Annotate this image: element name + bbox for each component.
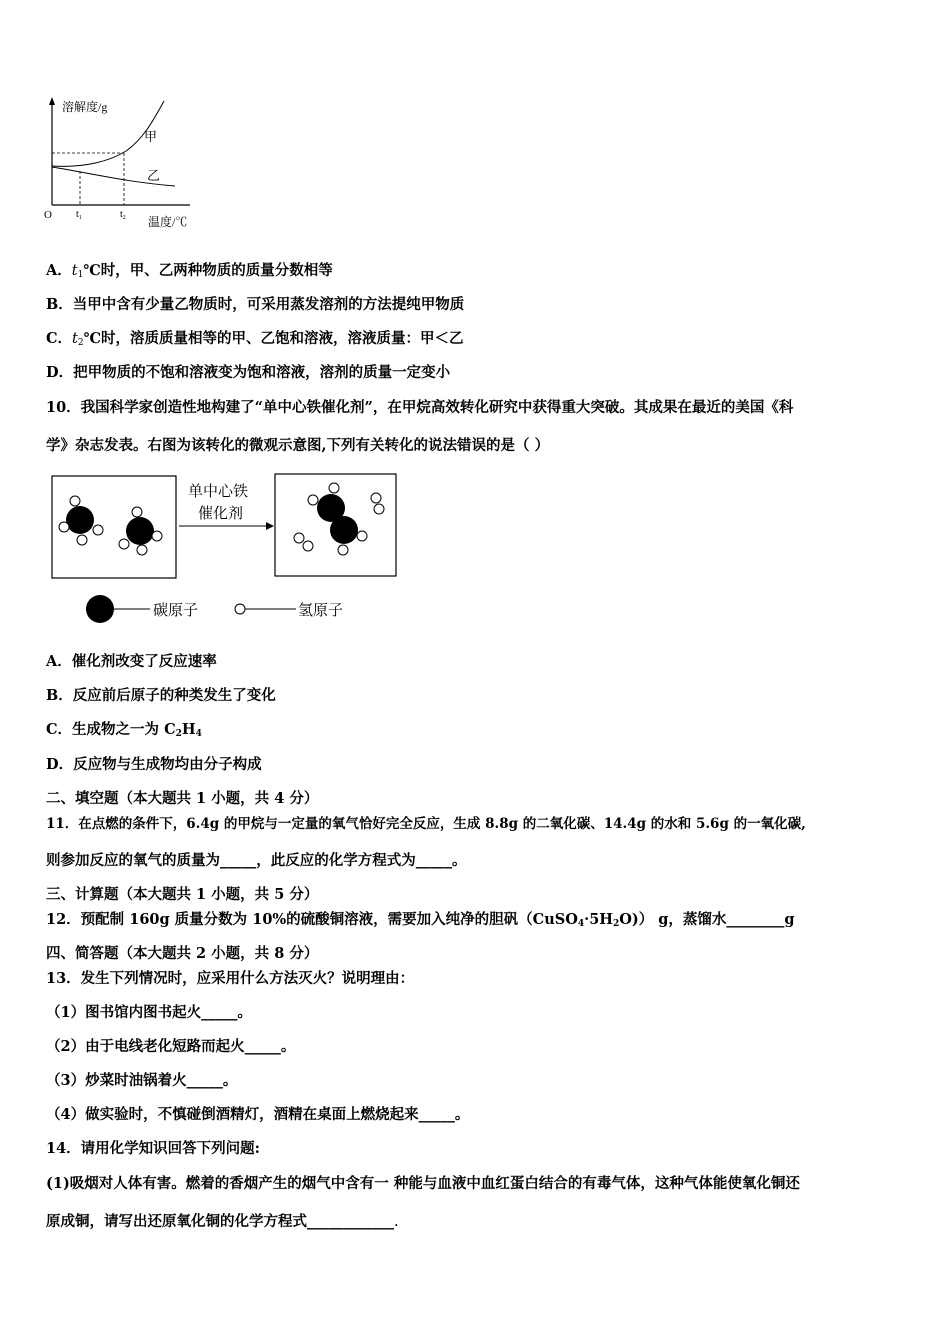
- hydrogen-atom: [374, 504, 384, 514]
- q9-c-sub: 2: [77, 338, 84, 348]
- hydrogen-atom: [77, 535, 87, 545]
- solubility-graph-svg: [40, 95, 210, 230]
- q9-option-a: [46, 261, 333, 281]
- q9-c-t: t: [72, 331, 78, 347]
- solubility-graph: [40, 95, 210, 230]
- q13-sub1: （1）图书馆内图书起火_____。: [46, 1004, 252, 1021]
- q9-option-b: B．当甲中含有少量乙物质时，可采用蒸发溶剂的方法提纯甲物质: [46, 296, 465, 313]
- q10-option-c: [46, 720, 202, 740]
- carbon-atom: [66, 506, 94, 534]
- q9-a-t: t: [71, 263, 78, 279]
- q10-c-prefix: C．生成物之一为: [46, 721, 165, 738]
- hydrogen-molecule-2: [294, 533, 313, 551]
- q13-stem: 13．发生下列情况时，应采用什么方法灭火？说明理由：: [46, 970, 415, 987]
- q14-stem: 14．请用化学知识回答下列问题:: [46, 1140, 261, 1157]
- hydrogen-atom: [137, 545, 147, 555]
- q14-p1-end: .: [394, 1214, 399, 1230]
- q10-stem-line1: 10．我国科学家创造性地构建了“单中心铁催化剂”，在甲烷高效转化研究中获得重大突破。其成果在最近的美国《科: [46, 399, 794, 416]
- hydrogen-atom: [93, 525, 103, 535]
- hydrogen-atom: [132, 507, 142, 517]
- hydrogen-atom: [303, 541, 313, 551]
- hydrogen-atom: [329, 483, 339, 493]
- reaction-arrow-head: [266, 522, 274, 530]
- hydrogen-atom: [357, 531, 367, 541]
- q10-stem-line2: 学》杂志发表。右图为该转化的微观示意图,下列有关转化的说法错误的是（ ）: [46, 437, 550, 454]
- q12-s1: 4: [577, 919, 585, 929]
- carbon-atom: [330, 516, 358, 544]
- q9-a-prefix: A．: [46, 262, 72, 279]
- legend-carbon-atom: [86, 595, 114, 623]
- graph-tick-t1: $t_1$: [76, 209, 82, 221]
- q12-line: [46, 910, 795, 930]
- catalyst-label-line1: 单中心铁: [188, 482, 249, 500]
- q14-p1-line1: (1)吸烟对人体有害。燃着的香烟产生的烟气中含有一 种能与血液中血红蛋白结合的有毒气体，这种气体能使氧化铜还: [46, 1175, 800, 1192]
- q14-p1-line2-text: 原成铜，请写出还原氧化铜的化学方程式____________: [46, 1213, 394, 1230]
- q9-a-text: ℃时，甲、乙两种物质的质量分数相等: [83, 262, 333, 279]
- reaction-diagram-svg: [46, 470, 406, 630]
- legend-carbon-label: 碳原子: [153, 601, 199, 619]
- q12-part2: ·5H: [584, 911, 613, 928]
- q10-option-d: D．反应物与生成物均由分子构成: [46, 756, 262, 773]
- q10-c-s2: 4: [195, 729, 202, 739]
- q9-option-d: D．把甲物质的不饱和溶液变为饱和溶液，溶剂的质量一定变小: [46, 364, 451, 381]
- q10-c-f1: C: [164, 721, 176, 738]
- graph-tick-t2: $t_2$: [120, 209, 126, 221]
- hydrogen-atom: [294, 533, 304, 543]
- q11-line1: 11．在点燃的条件下，6.4g 的甲烷与一定量的氧气恰好完全反应，生成 8.8g 的二氧化碳、14.4g 的水和 5.6g 的一氧化碳,: [46, 816, 806, 832]
- q12-part3: O)） g，蒸馏水________g: [619, 911, 795, 928]
- hydrogen-atom: [119, 539, 129, 549]
- carbon-atom: [126, 517, 154, 545]
- methane-molecule-2: [119, 507, 162, 555]
- hydrogen-atom: [308, 495, 318, 505]
- q10-c-s1: 2: [175, 729, 182, 739]
- hydrogen-atom: [59, 522, 69, 532]
- q14-p1-line2: [46, 1212, 399, 1232]
- graph-xlabel: 温度/℃: [148, 215, 188, 229]
- q9-c-prefix: C．: [46, 330, 73, 347]
- q10-option-a: A．催化剂改变了反应速率: [46, 653, 217, 670]
- y-axis-arrow: [49, 97, 55, 105]
- legend-hydrogen-atom: [235, 604, 245, 614]
- q10-option-b: B．反应前后原子的种类发生了变化: [46, 687, 276, 704]
- methane-molecule-1: [59, 496, 103, 545]
- q9-c-text: ℃时，溶质质量相等的甲、乙饱和溶液，溶液质量：甲＜乙: [83, 330, 464, 347]
- graph-ylabel: 溶解度/g: [62, 100, 108, 114]
- hydrogen-molecule-1: [371, 493, 384, 514]
- q9-option-c: [46, 329, 463, 349]
- section-4-heading: 四、简答题（本大题共 2 小题，共 8 分）: [46, 945, 319, 962]
- hydrogen-atom: [70, 496, 80, 506]
- q10-c-f2: H: [181, 721, 196, 738]
- reaction-diagram: [46, 470, 406, 630]
- legend-hydrogen-label: 氢原子: [298, 601, 344, 619]
- q9-a-sub: 1: [77, 270, 84, 280]
- graph-curve-yi: 乙: [147, 168, 161, 183]
- graph-curve-jia: 甲: [144, 129, 158, 144]
- graph-origin: O: [44, 209, 52, 221]
- hydrogen-atom: [338, 545, 348, 555]
- section-3-heading: 三、计算题（本大题共 1 小题，共 5 分）: [46, 886, 319, 903]
- q13-sub4: （4）做实验时，不慎碰倒酒精灯，酒精在桌面上燃烧起来_____。: [46, 1106, 470, 1123]
- q12-s2: 2: [612, 919, 620, 929]
- hydrogen-atom: [152, 531, 162, 541]
- q11-line2: 则参加反应的氧气的质量为_____，此反应的化学方程式为_____。: [46, 852, 467, 869]
- ethylene-molecule: [308, 483, 367, 555]
- section-2-heading: 二、填空题（本大题共 1 小题，共 4 分）: [46, 790, 319, 807]
- q13-sub2: （2）由于电线老化短路而起火_____。: [46, 1038, 296, 1055]
- q12-part1: 12．预配制 160g 质量分数为 10%的硫酸铜溶液，需要加入纯净的胆矾（CuSO: [46, 911, 578, 928]
- hydrogen-atom: [371, 493, 381, 503]
- q13-sub3: （3）炒菜时油锅着火_____。: [46, 1072, 238, 1089]
- catalyst-label-line2: 催化剂: [198, 504, 244, 522]
